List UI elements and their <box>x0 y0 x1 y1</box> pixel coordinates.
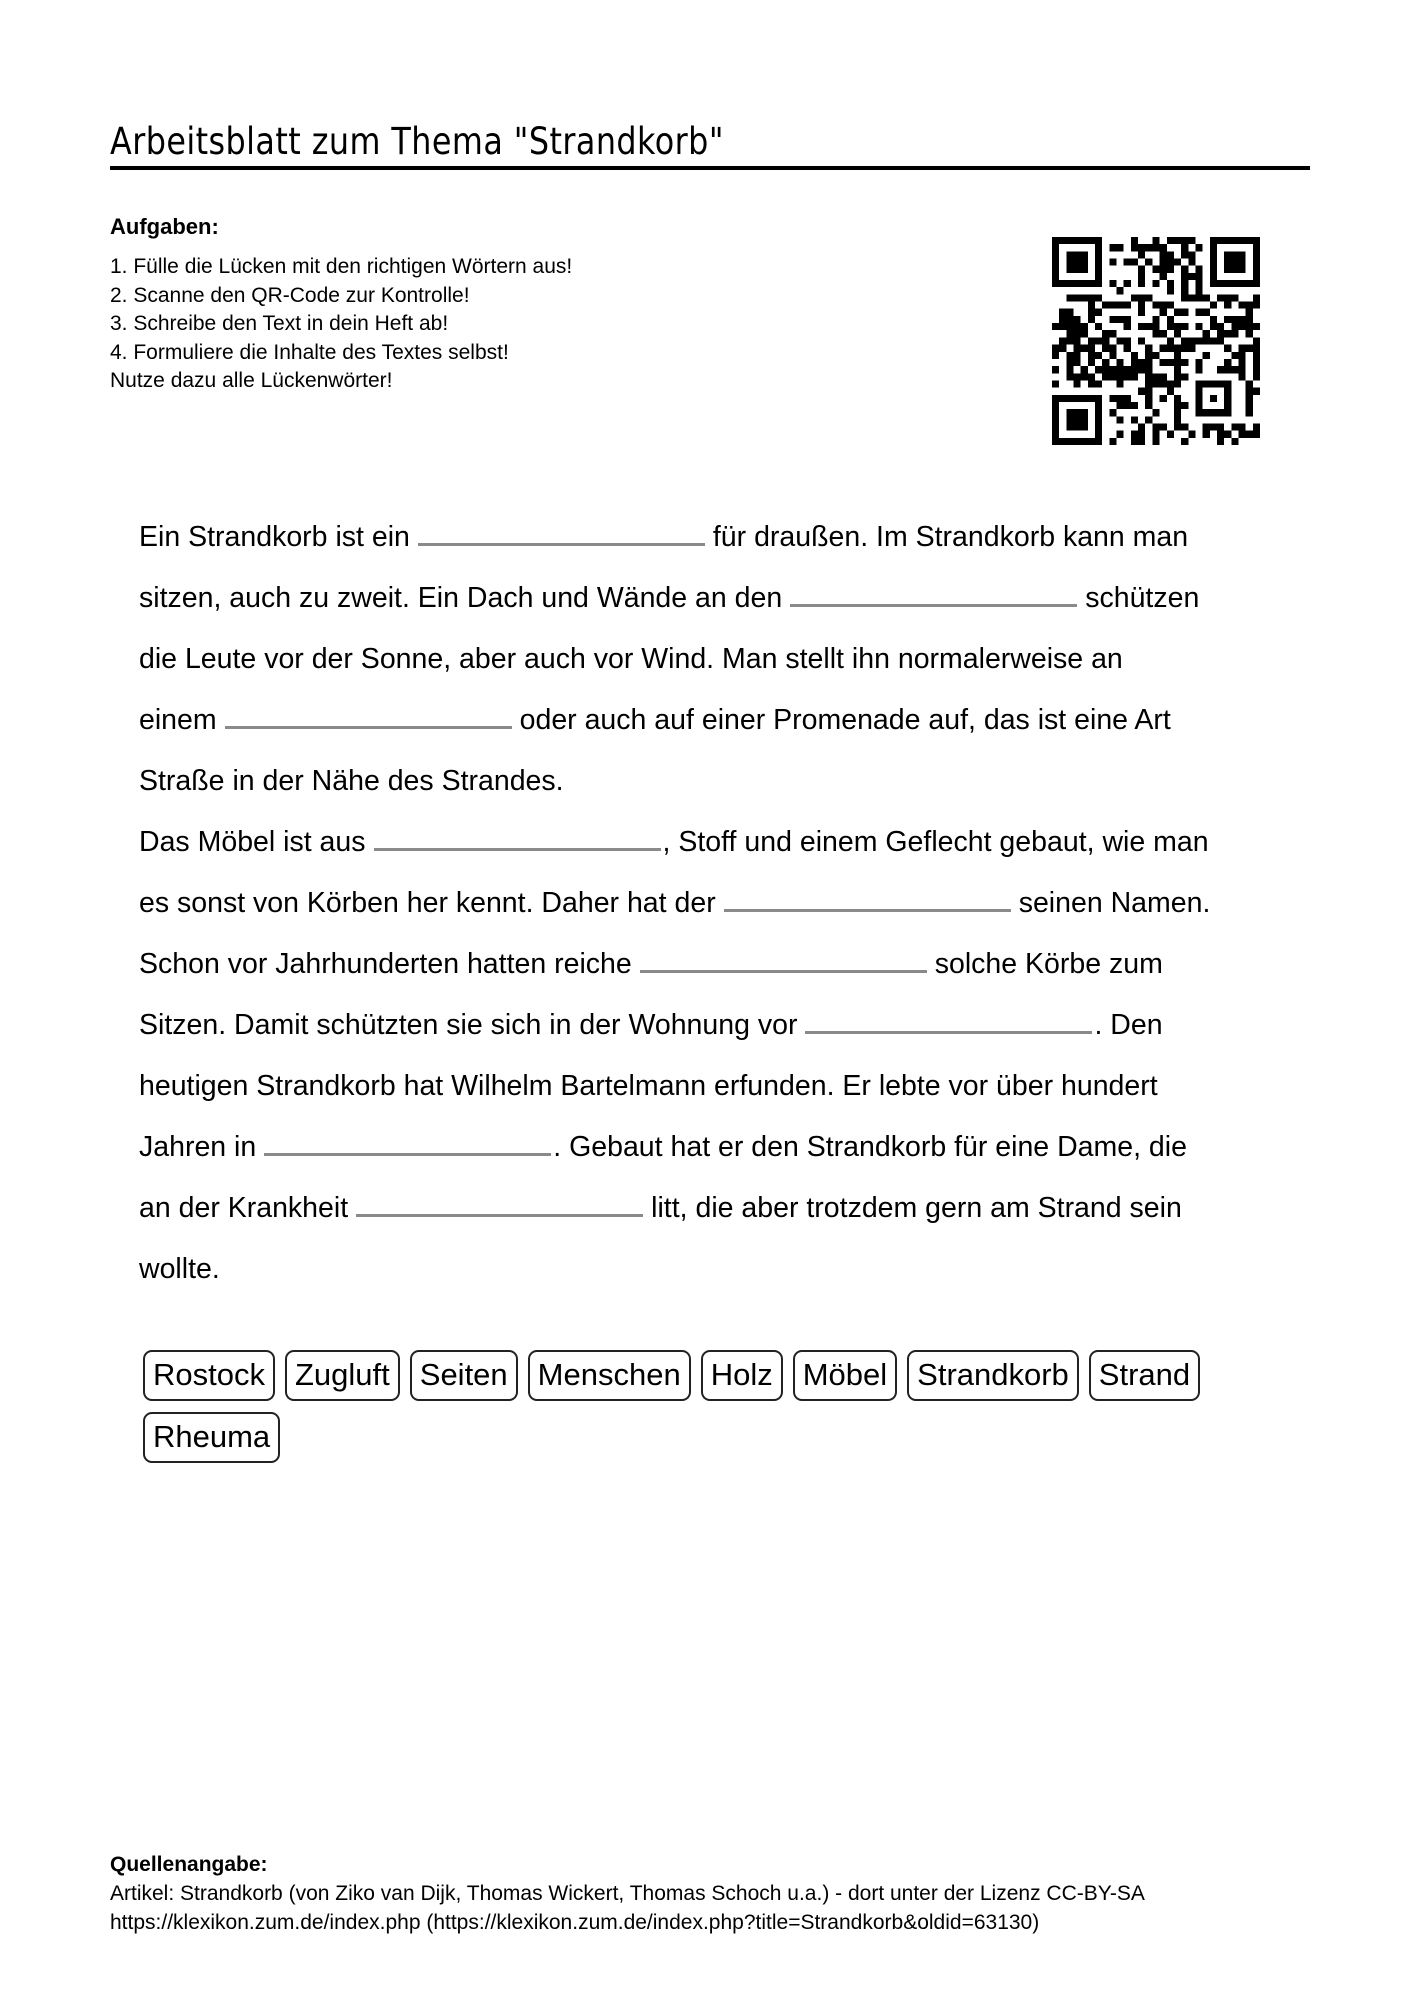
text-segment: Jahren in <box>139 1131 257 1163</box>
text-line <box>139 1117 1279 1178</box>
text-segment: litt, die aber trotzdem gern am Strand sein <box>651 1192 1182 1224</box>
text-line <box>139 690 1279 751</box>
gap-blank-8[interactable] <box>264 1119 551 1156</box>
word-tile[interactable]: Möbel <box>793 1350 897 1401</box>
text-segment: . Den <box>1094 1009 1163 1041</box>
word-tile[interactable]: Rostock <box>143 1350 275 1401</box>
text-segment: solche Körbe zum <box>934 948 1163 980</box>
text-segment: für draußen. Im Strandkorb kann man <box>712 521 1189 553</box>
text-line <box>139 812 1279 873</box>
text-segment: , Stoff und einem Geflecht gebaut, wie man <box>662 826 1209 858</box>
text-segment: einem <box>139 704 217 736</box>
task-item-2: 2. Scanne den QR-Code zur Kontrolle! <box>110 283 470 307</box>
text-line <box>139 568 1279 629</box>
task-item-4-continuation: Nutze dazu alle Lückenwörter! <box>110 369 393 392</box>
text-line <box>139 934 1279 995</box>
task-item-4: 4. Formuliere die Inhalte des Textes selbst! <box>110 340 509 364</box>
gap-blank-5[interactable] <box>724 875 1011 912</box>
text-segment: Straße in der Nähe des Strandes. <box>139 765 564 797</box>
word-tile[interactable]: Zugluft <box>285 1350 400 1401</box>
text-line <box>139 629 1279 690</box>
gap-blank-2[interactable] <box>790 570 1077 607</box>
text-segment: Sitzen. Damit schützten sie sich in der Wohnung vor <box>139 1009 798 1041</box>
gap-blank-4[interactable] <box>374 814 661 851</box>
source-url[interactable]: https://klexikon.zum.de/index.php (https://klexikon.zum.de/index.php?title=Strandkorb&oldid=63130) <box>110 1911 1040 1934</box>
text-line <box>139 873 1279 934</box>
text-segment: die Leute vor der Sonne, aber auch vor Wind. Man stellt ihn normalerweise an <box>139 643 1123 675</box>
text-segment: sitzen, auch zu zweit. Ein Dach und Wände an den <box>139 582 783 614</box>
word-tile[interactable]: Strand <box>1089 1350 1200 1401</box>
text-line <box>139 1056 1279 1117</box>
task-item-1: 1. Fülle die Lücken mit den richtigen Wörtern aus! <box>110 255 573 278</box>
gap-blank-9[interactable] <box>356 1180 643 1217</box>
text-segment: Ein Strandkorb ist ein <box>139 521 410 553</box>
text-segment: heutigen Strandkorb hat Wilhelm Bartelmann erfunden. Er lebte vor über hundert <box>139 1070 1158 1102</box>
gap-blank-7[interactable] <box>805 997 1092 1034</box>
text-segment: schützen <box>1085 582 1200 614</box>
task-item-3: 3. Schreibe den Text in dein Heft ab! <box>110 312 449 335</box>
gap-blank-6[interactable] <box>640 936 927 973</box>
text-line <box>139 751 1279 812</box>
word-tile[interactable]: Holz <box>701 1350 783 1401</box>
word-tile[interactable]: Menschen <box>528 1350 691 1401</box>
text-segment: Schon vor Jahrhunderten hatten reiche <box>139 948 632 980</box>
word-tile[interactable]: Rheuma <box>143 1412 280 1463</box>
text-line <box>139 507 1279 568</box>
text-segment: seinen Namen. <box>1018 887 1211 919</box>
text-segment: es sonst von Körben her kennt. Daher hat der <box>139 887 716 919</box>
text-segment: . Gebaut hat er den Strandkorb für eine Dame, die <box>553 1131 1187 1163</box>
text-line <box>139 1239 1279 1300</box>
text-segment: wollte. <box>139 1253 220 1285</box>
gap-blank-3[interactable] <box>225 692 512 729</box>
qr-code-icon[interactable] <box>1052 237 1260 445</box>
text-line <box>139 995 1279 1056</box>
sources <box>110 1850 1145 1937</box>
sources-heading: Quellenangabe: <box>110 1853 268 1876</box>
page-title: Arbeitsblatt zum Thema "Strandkorb" <box>110 120 724 163</box>
tasks-list <box>110 253 572 396</box>
source-article: Artikel: Strandkorb (von Ziko van Dijk, Thomas Wickert, Thomas Schoch u.a.) - dort unter der Lizenz CC-BY-SA <box>110 1882 1145 1905</box>
text-segment: oder auch auf einer Promenade auf, das ist eine Art <box>519 704 1171 736</box>
title-divider <box>110 166 1310 170</box>
word-tile[interactable]: Strandkorb <box>907 1350 1079 1401</box>
text-segment: an der Krankheit <box>139 1192 349 1224</box>
tasks-heading: Aufgaben: <box>110 214 219 239</box>
word-bank <box>143 1350 1283 1463</box>
text-line <box>139 1178 1279 1239</box>
gap-blank-1[interactable] <box>418 509 705 546</box>
word-tile[interactable]: Seiten <box>410 1350 518 1401</box>
text-segment: Das Möbel ist aus <box>139 826 366 858</box>
gap-text <box>139 507 1279 1300</box>
